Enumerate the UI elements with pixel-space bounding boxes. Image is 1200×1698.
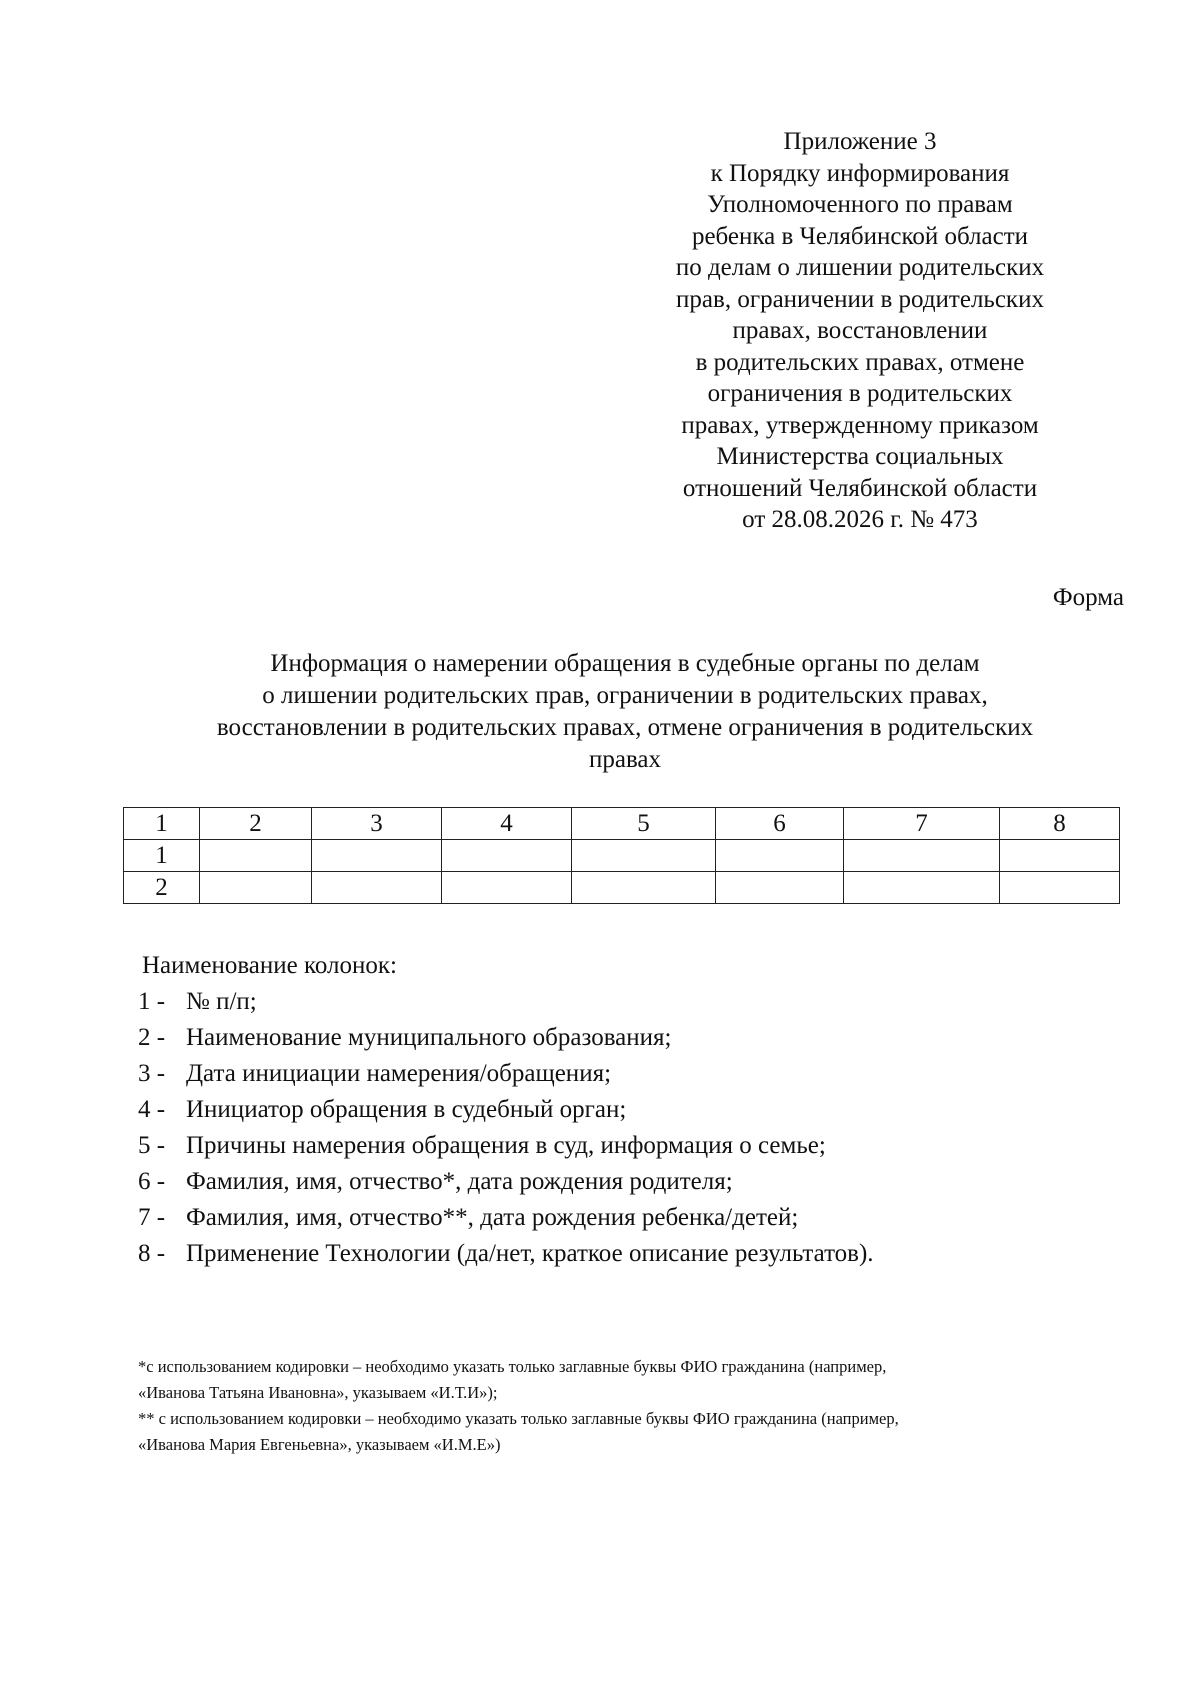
appendix-line: правах, восстановлении (732, 317, 988, 344)
title-line: о лишении родительских прав, ограничении в родительских правах, (262, 682, 988, 709)
column-legend-item (138, 1020, 1138, 1056)
table-cell (442, 840, 572, 872)
document-title (120, 648, 1130, 776)
column-description: Дата инициации намерения/обращения; (186, 1060, 612, 1087)
table-header-cell: 6 (716, 808, 844, 840)
column-description: Причины намерения обращения в суд, информация о семье; (186, 1132, 826, 1159)
column-description: № п/п; (186, 988, 257, 1015)
table-cell (844, 840, 1000, 872)
table-header-row (124, 808, 1120, 840)
column-legend-item (138, 984, 1138, 1020)
table-cell (716, 872, 844, 904)
table-cell (312, 872, 442, 904)
footnote-line: «Иванова Татьяна Ивановна», указываем «И.Т.И»); (138, 1383, 498, 1402)
footnote-line: *с использованием кодировки – необходимо указать только заглавные буквы ФИО гражданина (например, (138, 1357, 887, 1376)
column-number: 5 - (138, 1132, 166, 1159)
column-number: 6 - (138, 1168, 166, 1195)
column-legend-item (138, 1200, 1138, 1236)
table-cell (1000, 872, 1120, 904)
table-header-cell: 1 (124, 808, 200, 840)
table-cell (572, 840, 716, 872)
appendix-line: правах, утвержденному приказом (681, 411, 1039, 439)
table-header-cell: 7 (844, 808, 1000, 840)
column-legend-item (138, 1092, 1138, 1128)
appendix-line: Приложение 3 (783, 128, 937, 155)
column-legend-item (138, 1128, 1138, 1164)
table-header-cell: 2 (200, 808, 312, 840)
appendix-line: отношений Челябинской области (682, 474, 1038, 502)
column-legend-item (138, 1236, 1138, 1272)
table-cell: 2 (124, 872, 200, 904)
title-line: Информация о намерении обращения в судебные органы по делам (270, 650, 980, 677)
column-legend-heading: Наименование колонок: (142, 952, 397, 979)
table-header-cell: 8 (1000, 808, 1120, 840)
column-number: 2 - (138, 1024, 166, 1051)
column-legend-item (138, 1164, 1138, 1200)
appendix-line: Уполномоченного по правам (707, 191, 1013, 218)
appendix-line: ограничения в родительских (707, 380, 1013, 407)
appendix-header (600, 126, 1120, 536)
table-row (124, 872, 1120, 904)
table-cell (716, 840, 844, 872)
column-description: Фамилия, имя, отчество*, дата рождения родителя; (186, 1168, 733, 1195)
column-description: Наименование муниципального образования; (186, 1024, 672, 1051)
appendix-line: прав, ограничении в родительских (676, 285, 1044, 313)
appendix-line: по делам о лишении родительских (675, 254, 1045, 281)
table-cell (312, 840, 442, 872)
appendix-line: от 28.08.2026 г. № 473 (742, 506, 978, 533)
form-table (123, 807, 1120, 904)
table-cell (200, 872, 312, 904)
column-legend-item (138, 1056, 1138, 1092)
appendix-line: ребенка в Челябинской области (691, 222, 1029, 250)
title-line: правах (588, 746, 662, 773)
table-cell (200, 840, 312, 872)
table-row (124, 840, 1120, 872)
table-header-cell: 5 (572, 808, 716, 840)
column-description: Применение Технологии (да/нет, краткое описание результатов). (186, 1240, 874, 1267)
table-cell: 1 (124, 840, 200, 872)
table-cell (442, 872, 572, 904)
table-header-cell: 3 (312, 808, 442, 840)
column-number: 3 - (138, 1060, 166, 1087)
column-number: 1 - (138, 988, 166, 1015)
footnotes (138, 1354, 1138, 1458)
footnote-line: «Иванова Мария Евгеньевна», указываем «И.М.Е») (138, 1435, 501, 1454)
table-header-cell: 4 (442, 808, 572, 840)
form-label: Форма (1052, 584, 1124, 611)
appendix-line: Министерства социальных (716, 443, 1004, 470)
appendix-line: к Порядку информирования (710, 159, 1010, 187)
column-number: 8 - (138, 1240, 166, 1267)
column-description: Фамилия, имя, отчество**, дата рождения ребенка/детей; (186, 1204, 799, 1231)
column-legend (138, 948, 1138, 1272)
appendix-line: в родительских правах, отмене (695, 348, 1025, 376)
column-number: 7 - (138, 1204, 166, 1231)
table-cell (844, 872, 1000, 904)
column-description: Инициатор обращения в судебный орган; (186, 1096, 627, 1123)
column-number: 4 - (138, 1096, 166, 1123)
footnote-line: ** с использованием кодировки – необходимо указать только заглавные буквы ФИО гражданина (например, (138, 1409, 899, 1428)
table-cell (572, 872, 716, 904)
title-line: восстановлении в родительских правах, отмене ограничения в родительских (216, 714, 1034, 741)
table-cell (1000, 840, 1120, 872)
